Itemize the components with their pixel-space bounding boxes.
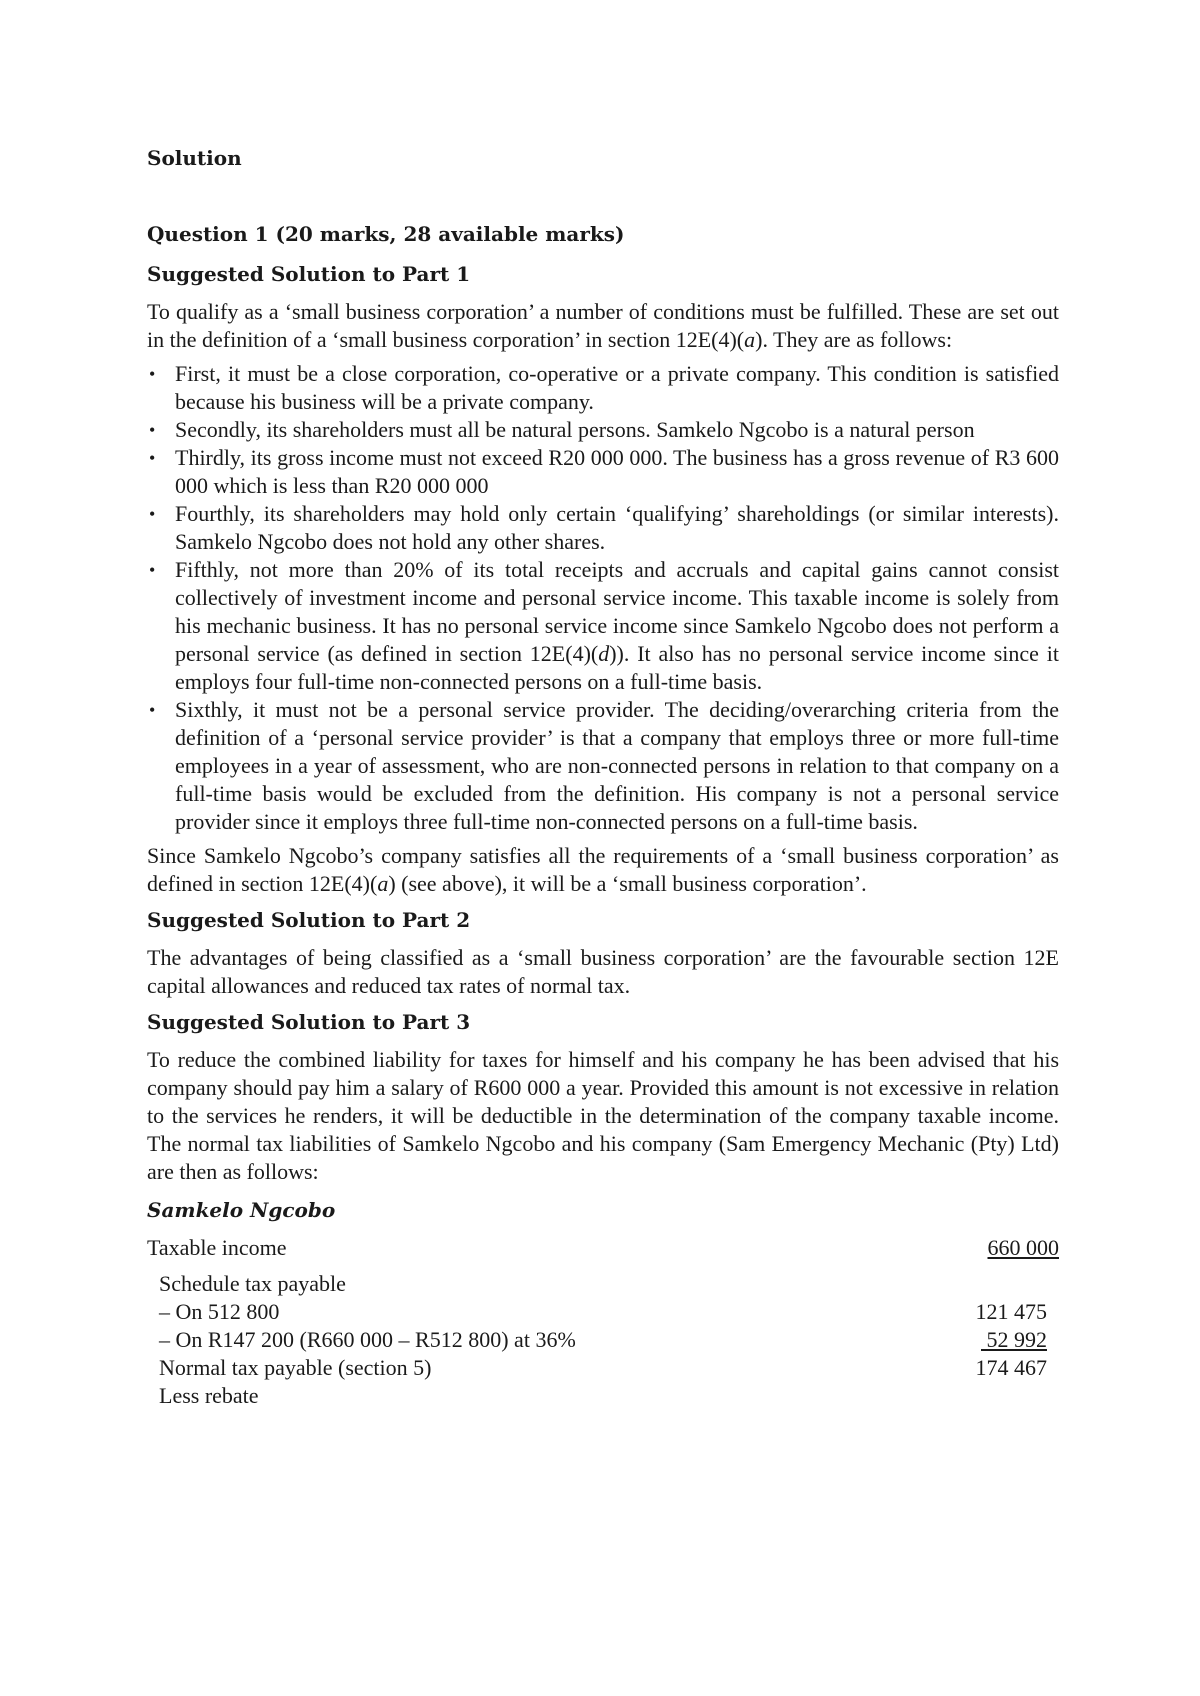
list-item: • Thirdly, its gross income must not exceed R20 000 000. The business has a gross revenue of R3 600 000 which is less than R20 000 000 [149,445,1059,498]
line1-label: – On 512 800 [159,1299,280,1324]
question-heading: Question 1 (20 marks, 28 available marks) [147,222,625,246]
list-item: • Sixthly, it must not be a personal service provider. The deciding/overarching criteria from the definition of a ‘personal service provider’ is that a company that employs three or more full-time employees in a year of assessment, who are non-connected persons in relation to that company on a full-time basis would be excluded from the definition. His company is not a personal service provider since it employs three full-time non-connected persons on a full-time basis. [149,697,1059,834]
list-item: • Secondly, its shareholders must all be natural persons. Samkelo Ngcobo is a natural person [149,417,975,442]
list-item: • Fourthly, its shareholders may hold only certain ‘qualifying’ shareholdings (or similar interests). Samkelo Ngcobo does not hold any other shares. [149,501,1059,554]
schedule-row [147,1270,1059,1298]
bullet-icon: • [149,700,156,720]
bullet-icon: • [149,448,156,468]
samkelo-subheading: Samkelo Ngcobo [147,1198,336,1222]
normal-tax-row [147,1354,1059,1382]
less-rebate-row [147,1382,1059,1410]
schedule-label: Schedule tax payable [159,1271,346,1296]
list-item: • Fifthly, not more than 20% of its total receipts and accruals and capital gains cannot consist collectively of investment income and personal service income. This taxable income is solely from his mechanic business. It has no personal service income since Samkelo Ngcobo does not perform a personal service (as defined in section 12E(4)(d)). It also has no personal service income since it employs four full-time non-connected persons on a full-time basis. [149,557,1059,694]
bullet-icon: • [149,504,156,524]
part3-text: To reduce the combined liability for taxes for himself and his company he has been advised that his company should pay him a salary of R600 000 a year. Provided this amount is not excessive in relation to the services he renders, it will be deductible in the determination of the company taxable income. The normal tax liabilities of Samkelo Ngcobo and his company (Sam Emergency Mechanic (Pty) Ltd) are then as follows: [147,1047,1059,1184]
part3-heading: Suggested Solution to Part 3 [147,1010,471,1034]
line2-row [147,1326,1059,1354]
conditions-list [147,360,1059,836]
bullet-icon: • [149,420,156,440]
line2-value: 52 992 [981,1327,1047,1352]
bullet-icon: • [149,364,156,384]
taxable-income-row [147,1234,1059,1262]
normal-tax-value: 174 467 [975,1355,1047,1380]
solution-heading: Solution [147,146,242,170]
part2-heading: Suggested Solution to Part 2 [147,908,471,932]
taxable-income-label: Taxable income [147,1235,287,1260]
line1-row [147,1298,1059,1326]
bullet-icon: • [149,560,156,580]
line2-label: – On R147 200 (R660 000 – R512 800) at 36% [159,1327,576,1352]
less-rebate-label: Less rebate [159,1383,259,1408]
list-item: • First, it must be a close corporation, co-operative or a private company. This condition is satisfied because his business will be a private company. [149,361,1059,414]
part1-intro: To qualify as a ‘small business corporation’ a number of conditions must be fulfilled. These are set out in the definition of a ‘small business corporation’ in section 12E(4)(a). They are as follows: [147,299,1059,352]
line1-value: 121 475 [975,1299,1047,1324]
part1-heading: Suggested Solution to Part 1 [147,262,471,286]
part1-conclusion: Since Samkelo Ngcobo’s company satisfies all the requirements of a ‘small business corporation’ as defined in section 12E(4)(a) (see above), it will be a ‘small business corporation’. [147,843,1059,896]
taxable-income-value: 660 000 [987,1235,1059,1260]
document-page [147,140,1059,1410]
normal-tax-label: Normal tax payable (section 5) [159,1355,432,1380]
part2-text: The advantages of being classified as a ‘small business corporation’ are the favourable section 12E capital allowances and reduced tax rates of normal tax. [147,945,1059,998]
